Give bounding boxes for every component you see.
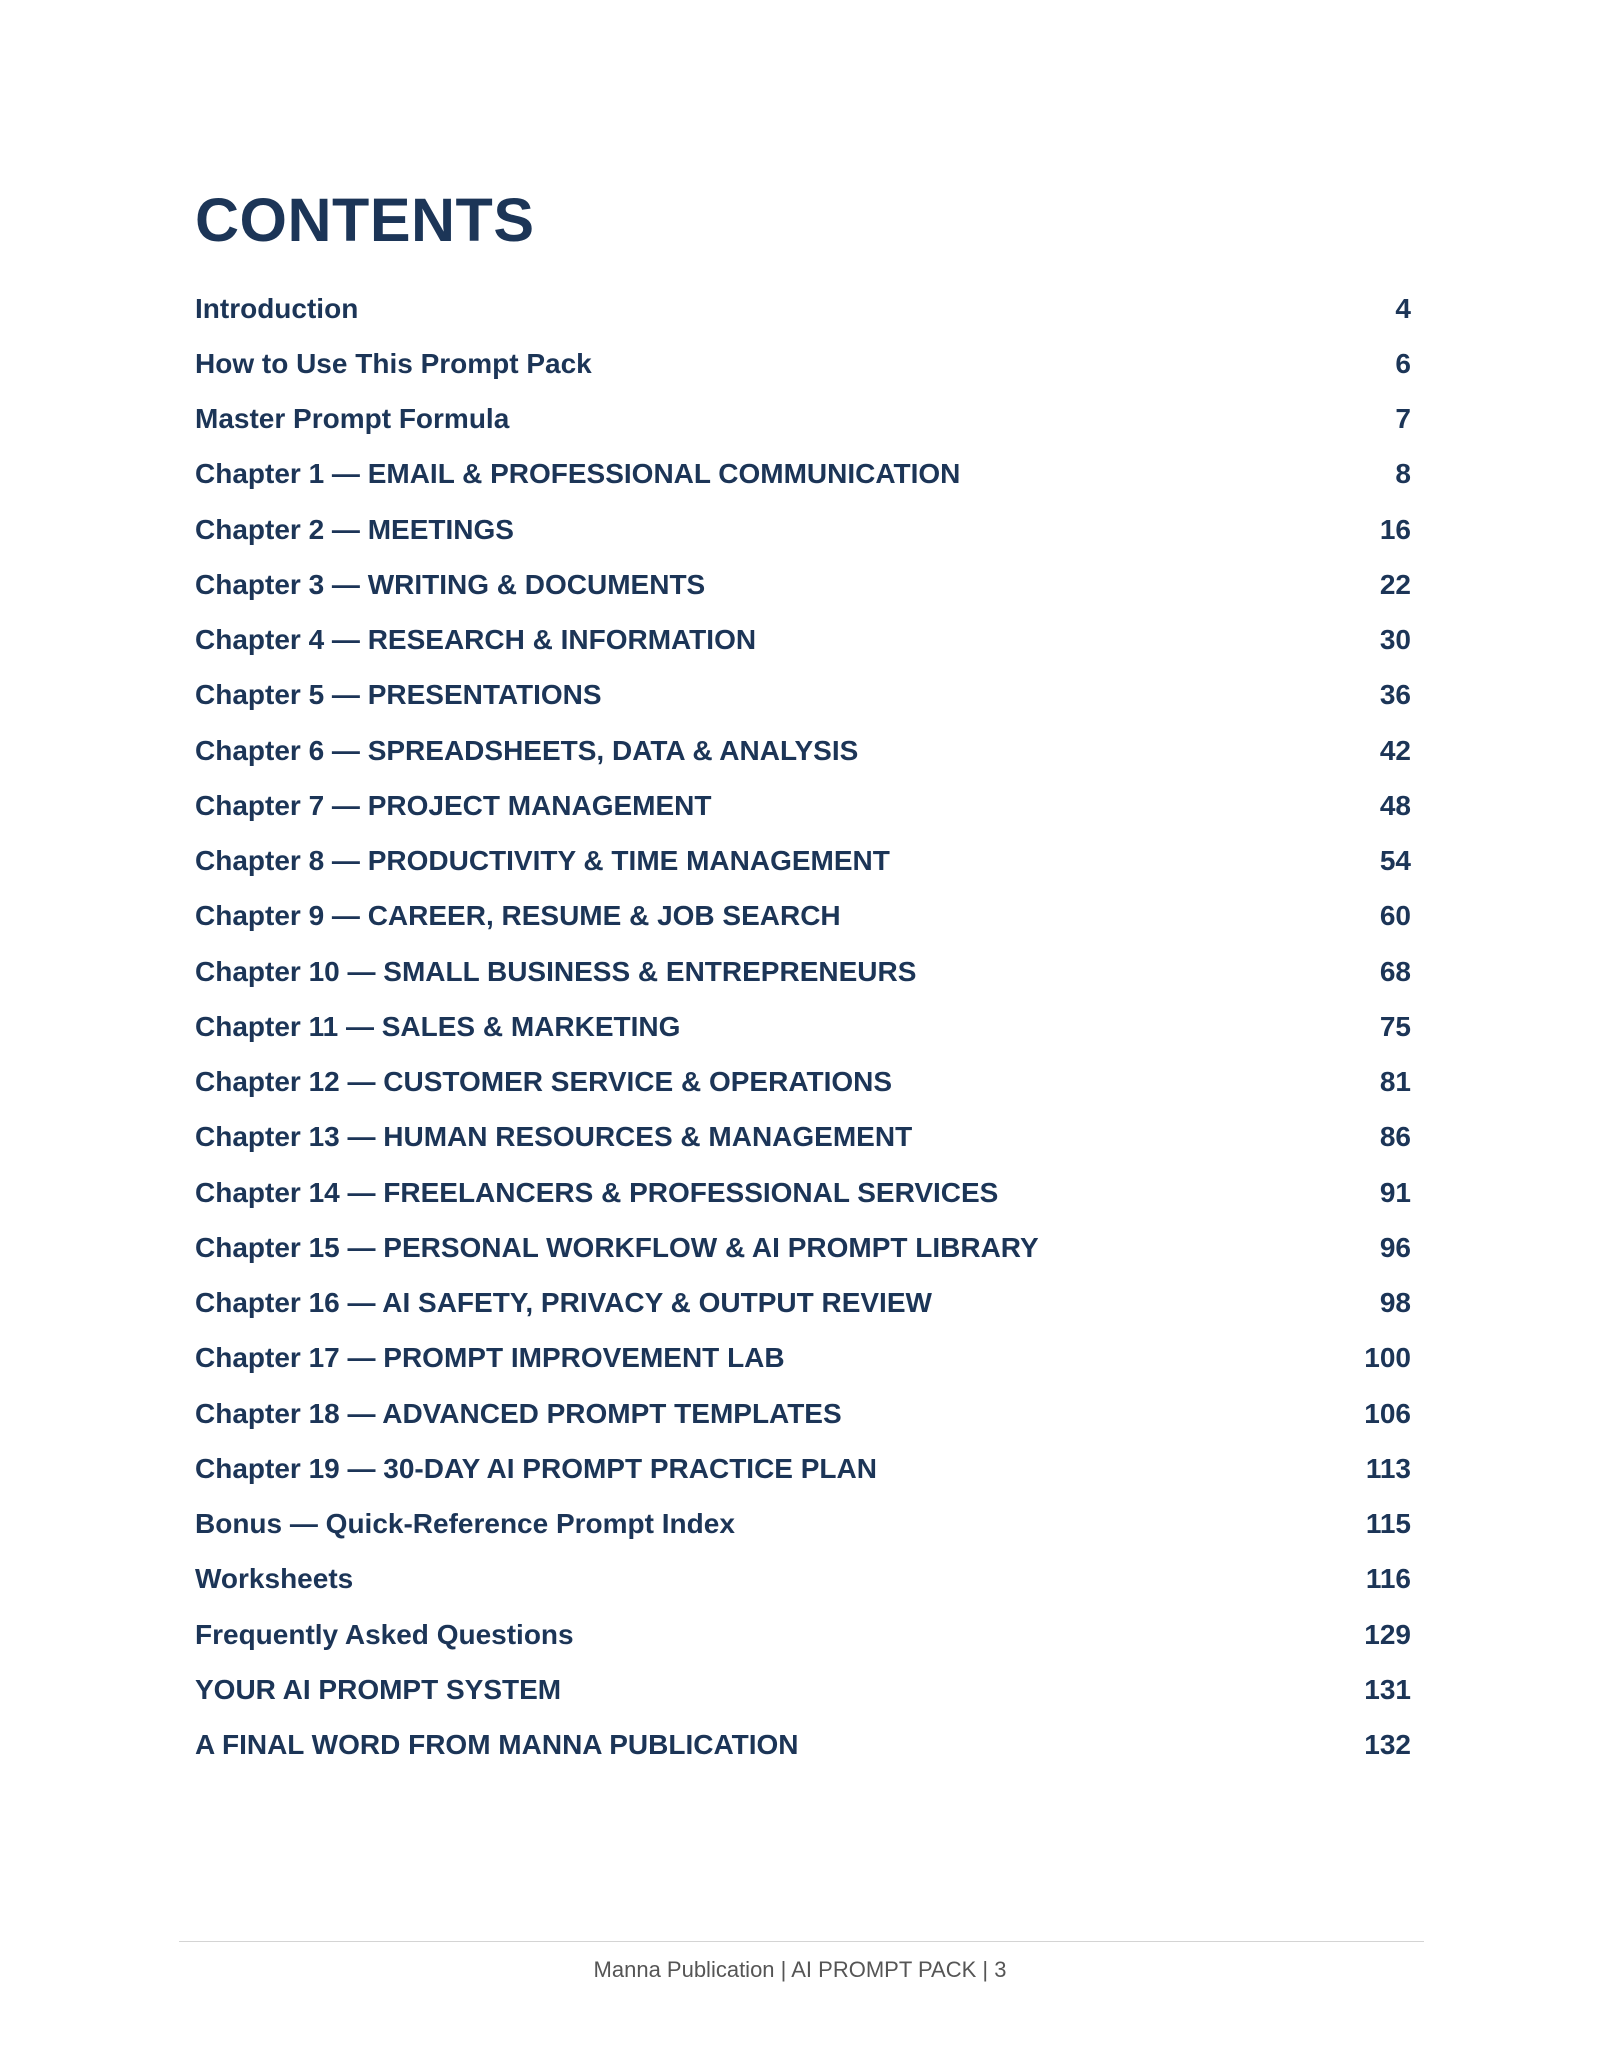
toc-entry [195, 723, 1411, 778]
toc-entry-label: Chapter 1 — EMAIL & PROFESSIONAL COMMUNICATION [195, 458, 961, 490]
toc-entry-page: 54 [1379, 845, 1411, 877]
toc-entry [195, 889, 1411, 944]
toc-entry-label: Chapter 16 — AI SAFETY, PRIVACY & OUTPUT REVIEW [195, 1287, 932, 1319]
toc-entry [195, 1552, 1411, 1607]
toc-entry-page: 42 [1379, 734, 1411, 766]
toc-entry [195, 1110, 1411, 1165]
toc-entry-page: 7 [1395, 403, 1411, 435]
toc-entry-page: 22 [1379, 568, 1411, 600]
toc-entry-page: 8 [1395, 458, 1411, 490]
toc-entry-page: 131 [1364, 1673, 1411, 1705]
toc-entry-page: 129 [1364, 1618, 1411, 1650]
toc-entry [195, 392, 1411, 447]
toc-entry-page: 115 [1365, 1508, 1411, 1540]
toc-entry-page: 4 [1395, 292, 1411, 324]
toc-entry-page: 116 [1365, 1563, 1411, 1595]
page-footer: Manna Publication | AI PROMPT PACK | 3 [593, 1957, 1007, 1982]
toc-entry [195, 502, 1411, 557]
toc-entry-page: 60 [1379, 900, 1411, 932]
toc-entry-page: 113 [1365, 1452, 1411, 1484]
toc-entry [195, 1718, 1411, 1773]
table-of-contents [195, 281, 1411, 1773]
toc-entry-label: Bonus — Quick-Reference Prompt Index [195, 1508, 735, 1540]
toc-entry-label: Master Prompt Formula [195, 403, 510, 435]
page-title: CONTENTS [195, 186, 535, 254]
toc-entry [195, 1386, 1411, 1441]
toc-entry-label: YOUR AI PROMPT SYSTEM [195, 1673, 562, 1705]
toc-entry-label: Chapter 18 — ADVANCED PROMPT TEMPLATES [195, 1397, 842, 1429]
toc-entry-label: A FINAL WORD FROM MANNA PUBLICATION [195, 1729, 799, 1761]
toc-entry-page: 75 [1379, 1010, 1411, 1042]
toc-entry-page: 86 [1379, 1121, 1411, 1153]
toc-entry-page: 48 [1379, 789, 1411, 821]
toc-entry [195, 999, 1411, 1054]
toc-entry-label: Chapter 11 — SALES & MARKETING [195, 1010, 681, 1042]
toc-entry-page: 68 [1379, 955, 1411, 987]
footer-divider [179, 1941, 1424, 1942]
toc-entry-page: 132 [1364, 1729, 1411, 1761]
toc-entry [195, 1331, 1411, 1386]
toc-entry-page: 91 [1379, 1176, 1411, 1208]
toc-entry-label: Chapter 14 — FREELANCERS & PROFESSIONAL SERVICES [195, 1176, 999, 1208]
toc-entry [195, 1055, 1411, 1110]
toc-entry-label: Chapter 19 — 30-DAY AI PROMPT PRACTICE PLAN [195, 1452, 877, 1484]
toc-entry-label: Introduction [195, 292, 359, 324]
toc-entry-page: 16 [1379, 513, 1411, 545]
toc-entry [195, 1165, 1411, 1220]
toc-entry-label: Chapter 4 — RESEARCH & INFORMATION [195, 624, 757, 656]
toc-entry [195, 1662, 1411, 1717]
toc-entry-label: Worksheets [195, 1563, 354, 1595]
toc-entry [195, 834, 1411, 889]
toc-entry-page: 100 [1364, 1342, 1411, 1374]
toc-entry [195, 944, 1411, 999]
toc-entry [195, 1497, 1411, 1552]
toc-entry [195, 668, 1411, 723]
toc-entry [195, 778, 1411, 833]
toc-entry-label: Chapter 8 — PRODUCTIVITY & TIME MANAGEMENT [195, 845, 890, 877]
toc-entry-label: Chapter 5 — PRESENTATIONS [195, 679, 602, 711]
toc-entry-page: 30 [1379, 624, 1411, 656]
toc-entry-label: Chapter 2 — MEETINGS [195, 513, 514, 545]
toc-entry-label: Chapter 12 — CUSTOMER SERVICE & OPERATIONS [195, 1066, 893, 1098]
toc-entry-label: Chapter 10 — SMALL BUSINESS & ENTREPRENEURS [195, 955, 917, 987]
toc-entry-label: Chapter 6 — SPREADSHEETS, DATA & ANALYSIS [195, 734, 859, 766]
toc-entry [195, 336, 1411, 391]
toc-entry-label: Chapter 15 — PERSONAL WORKFLOW & AI PROMPT LIBRARY [195, 1231, 1039, 1263]
toc-entry [195, 1220, 1411, 1275]
toc-entry [195, 1276, 1411, 1331]
toc-entry [195, 281, 1411, 336]
toc-entry-page: 81 [1379, 1066, 1411, 1098]
toc-entry [195, 613, 1411, 668]
toc-entry [195, 1441, 1411, 1496]
toc-entry-page: 36 [1379, 679, 1411, 711]
toc-entry-label: Chapter 3 — WRITING & DOCUMENTS [195, 568, 706, 600]
toc-entry [195, 447, 1411, 502]
toc-entry-label: Chapter 13 — HUMAN RESOURCES & MANAGEMENT [195, 1121, 913, 1153]
toc-entry-page: 106 [1364, 1397, 1411, 1429]
toc-entry-page: 6 [1395, 347, 1411, 379]
toc-entry-label: Chapter 17 — PROMPT IMPROVEMENT LAB [195, 1342, 785, 1374]
toc-entry-page: 96 [1379, 1231, 1411, 1263]
toc-entry-label: How to Use This Prompt Pack [195, 347, 592, 379]
toc-entry-label: Chapter 7 — PROJECT MANAGEMENT [195, 789, 712, 821]
toc-entry-page: 98 [1379, 1287, 1411, 1319]
toc-entry-label: Chapter 9 — CAREER, RESUME & JOB SEARCH [195, 900, 841, 932]
toc-entry [195, 1607, 1411, 1662]
toc-entry [195, 557, 1411, 612]
toc-entry-label: Frequently Asked Questions [195, 1618, 574, 1650]
